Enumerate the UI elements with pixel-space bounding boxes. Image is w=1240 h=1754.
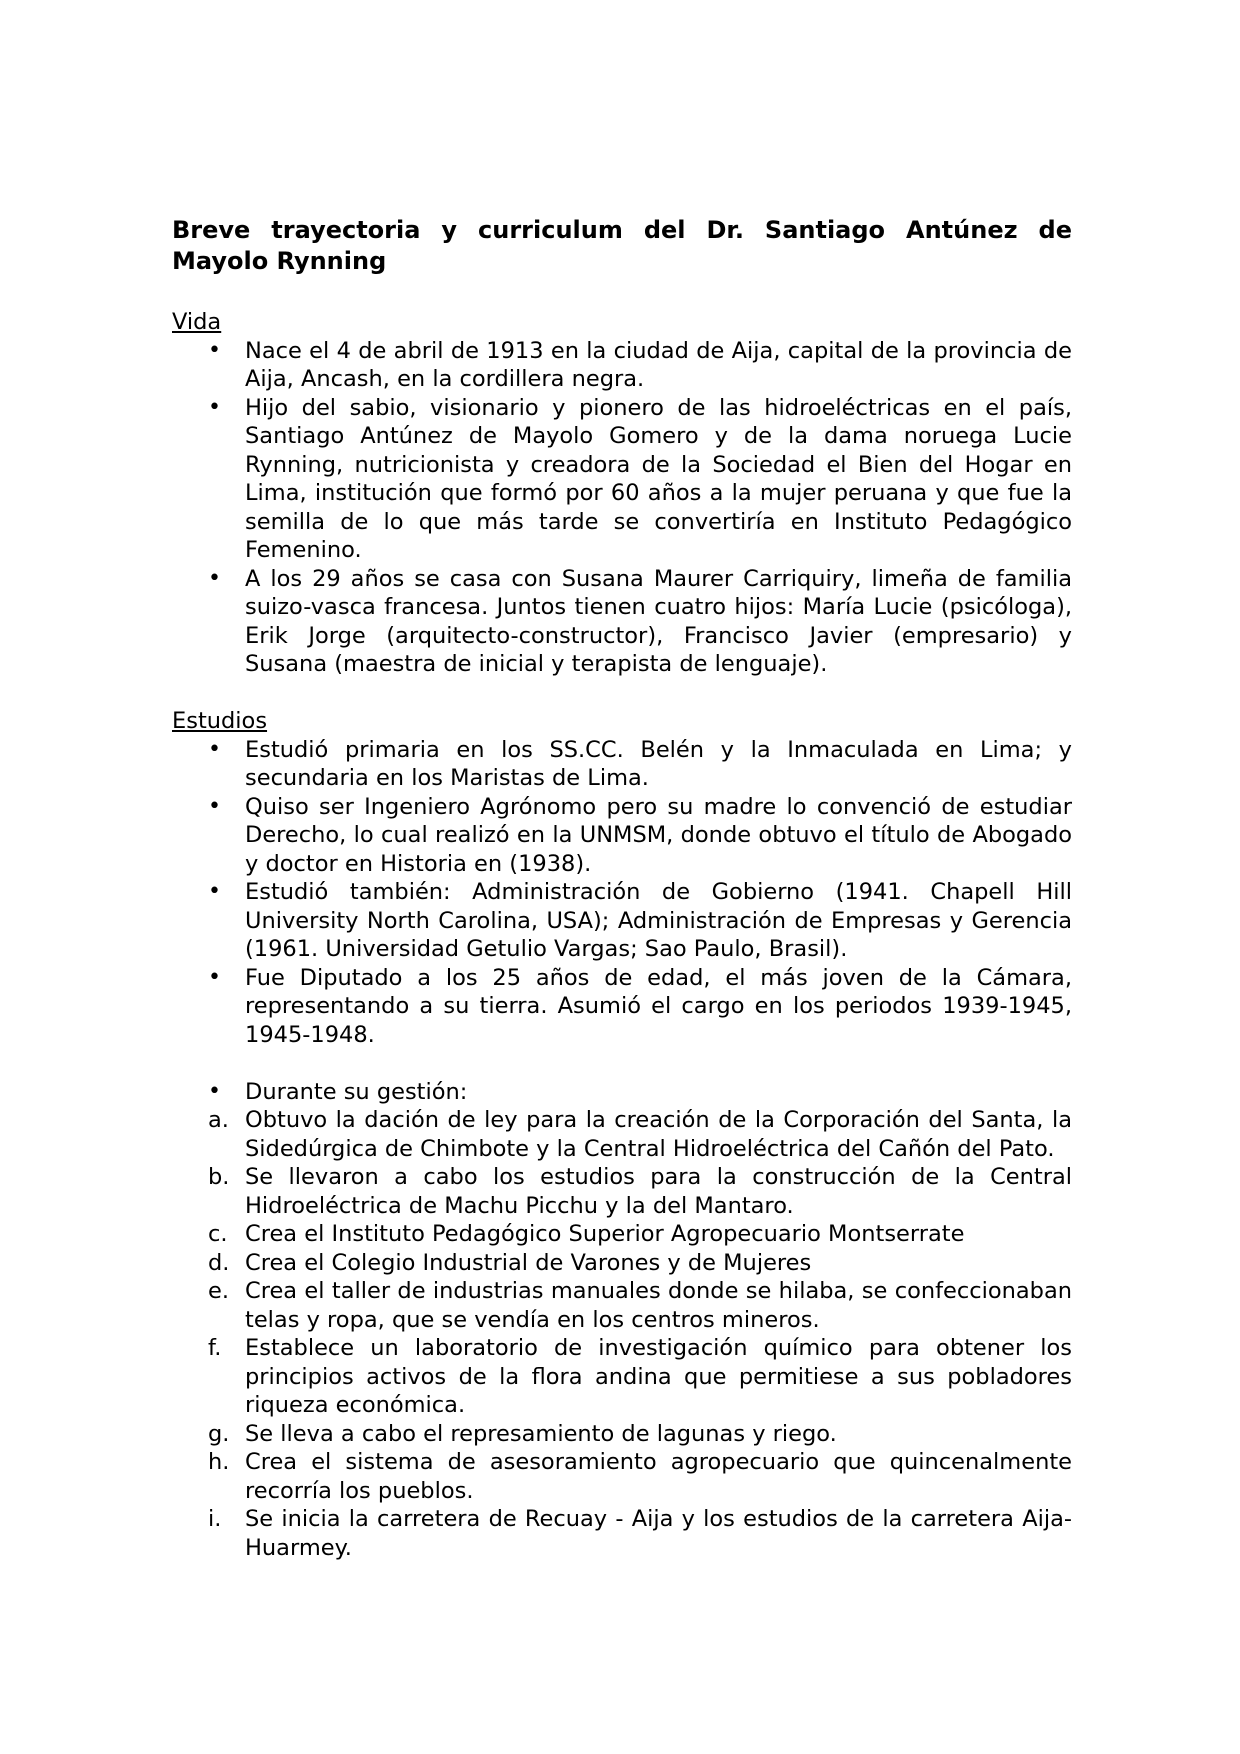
list-marker: g. — [208, 1420, 230, 1447]
bullet-icon: • — [208, 793, 221, 819]
list-item — [172, 878, 1072, 964]
list-marker: a. — [208, 1107, 229, 1133]
list-marker: h. — [208, 1449, 230, 1475]
list-item — [172, 964, 1072, 1050]
list-item-text: Fue Diputado a los 25 años de edad, el más joven de la Cámara, representando a su tierra. Asumió el cargo en los periodos 1939-1945, 1945-1948. — [245, 964, 1072, 1048]
gestion-item-text: Crea el Colegio Industrial de Varones y de Mujeres — [245, 1249, 812, 1276]
list-item-text: Nace el 4 de abril de 1913 en la ciudad de Aija, capital de la provincia de Aija, Ancash, en la cordillera negra. — [245, 337, 1072, 392]
list-marker: b. — [208, 1164, 230, 1190]
list-item-text: Estudió también: Administración de Gobierno (1941. Chapell Hill University North Carolina, USA); Administración de Empresas y Gerencia (1961. Universidad Getulio Vargas; Sao Paulo, Brasil). — [245, 879, 1072, 962]
list-marker: f. — [208, 1335, 222, 1361]
list-marker: e. — [208, 1278, 229, 1304]
bullet-icon: • — [208, 1078, 221, 1104]
bullet-icon: • — [208, 879, 221, 904]
list-item — [172, 736, 1072, 793]
gestion-intro-text: Durante su gestión: — [245, 1078, 468, 1105]
gestion-item — [172, 1277, 1072, 1334]
list-item — [172, 793, 1072, 879]
gestion-item — [172, 1334, 1072, 1420]
list-item-text: A los 29 años se casa con Susana Maurer Carriquiry, limeña de familia suizo-vasca francesa. Juntos tienen cuatro hijos: María Lucie (psicóloga), Erik Jorge (arquitecto-constructor), Francisco Javier (empresario) y Susana (maestra de inicial y terapista de lenguaje). — [245, 565, 1072, 677]
spacer — [172, 679, 1072, 708]
gestion-item-text: Obtuvo la dación de ley para la creación de la Corporación del Santa, la Sidedúrgica de Chimbote y la Central Hidroeléctrica del Cañón del Pato. — [245, 1107, 1072, 1162]
gestion-intro-list — [172, 1078, 1072, 1107]
gestion-item — [172, 1106, 1072, 1163]
gestion-item — [172, 1448, 1072, 1505]
gestion-item-text: Se lleva a cabo el represamiento de lagunas y riego. — [245, 1420, 837, 1447]
gestion-item-text: Se llevaron a cabo los estudios para la construcción de la Central Hidroeléctrica de Machu Picchu y la del Mantaro. — [245, 1164, 1072, 1219]
document-title: Breve trayectoria y curriculum del Dr. Santiago Antúnez de Mayolo Rynning — [172, 216, 1072, 275]
list-item — [172, 394, 1072, 565]
estudios-list — [172, 736, 1072, 1050]
list-item-text: Hijo del sabio, visionario y pionero de las hidroeléctricas en el país, Santiago Antúnez de Mayolo Gomero y de la dama noruega Lucie Rynning, nutricionista y creadora de la Sociedad el Bien del Hogar en Lima, institución que formó por 60 años a la mujer peruana y que fue la semilla de lo que más tarde se convertiría en Instituto Pedagógico Femenino. — [245, 394, 1072, 563]
gestion-item-text: Crea el sistema de asesoramiento agropecuario que quincenalmente recorría los pueblos. — [245, 1449, 1072, 1504]
list-item — [172, 1078, 1072, 1107]
spacer — [172, 1049, 1072, 1078]
section-heading-vida: Vida — [172, 309, 222, 335]
section-estudios — [172, 707, 1072, 1562]
bullet-icon: • — [208, 964, 221, 990]
gestion-item-text: Crea el Instituto Pedagógico Superior Agropecuario Montserrate — [245, 1221, 965, 1247]
list-marker: i. — [208, 1506, 222, 1532]
list-marker: d. — [208, 1249, 230, 1276]
gestion-item — [172, 1505, 1072, 1562]
bullet-icon: • — [208, 337, 221, 363]
gestion-list — [172, 1106, 1072, 1562]
gestion-item — [172, 1163, 1072, 1220]
bullet-icon: • — [208, 736, 221, 762]
bullet-icon: • — [208, 394, 221, 420]
gestion-item-text: Crea el taller de industrias manuales donde se hilaba, se confeccionaban telas y ropa, que se vendía en los centros mineros. — [245, 1278, 1072, 1333]
list-item-text: Estudió primaria en los SS.CC. Belén y la Inmaculada en Lima; y secundaria en los Maristas de Lima. — [245, 736, 1072, 791]
gestion-item-text: Establece un laboratorio de investigación químico para obtener los principios activos de la flora andina que permitiese a sus pobladores riqueza económica. — [245, 1335, 1072, 1418]
gestion-item — [172, 1220, 1072, 1249]
list-item — [172, 565, 1072, 679]
list-item-text: Quiso ser Ingeniero Agrónomo pero su madre lo convenció de estudiar Derecho, lo cual realizó en la UNMSM, donde obtuvo el título de Abogado y doctor en Historia en (1938). — [245, 793, 1072, 877]
gestion-item — [172, 1249, 1072, 1278]
gestion-item-text: Se inicia la carretera de Recuay - Aija y los estudios de la carretera Aija-Huarmey. — [245, 1506, 1072, 1561]
gestion-item — [172, 1420, 1072, 1449]
list-marker: c. — [208, 1221, 228, 1247]
section-vida — [172, 308, 1072, 679]
bullet-icon: • — [208, 565, 221, 591]
section-heading-estudios: Estudios — [172, 708, 268, 734]
vida-list — [172, 337, 1072, 679]
list-item — [172, 337, 1072, 394]
